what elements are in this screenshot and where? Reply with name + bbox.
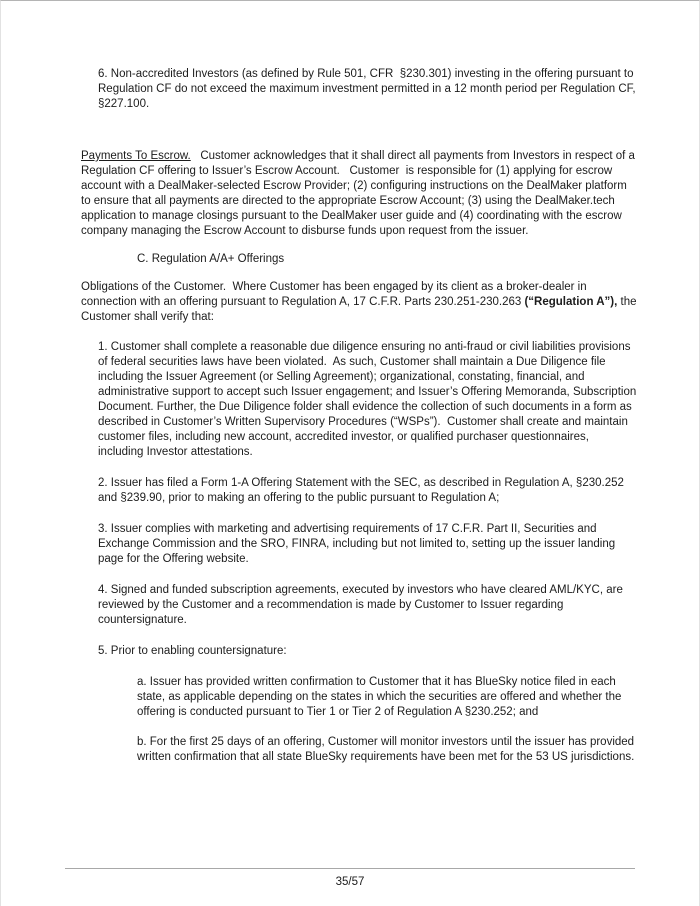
obligations-text-1: Obligations of the Customer. Where Customer has been engaged by its client as a broker-dealer in connection with an offering pursuant to Regulation A, 17 C.F.R. Parts 230.251-230.263 — [81, 281, 590, 308]
list-item-4: 4. Signed and funded subscription agreements, executed by investors who have cleared AML/KYC, are reviewed by the Customer and a recommendation is made by Customer to Issuer regarding countersignature. — [98, 584, 627, 626]
paragraph-obligations — [81, 280, 640, 325]
list-item-1: 1. Customer shall complete a reasonable due diligence ensuring no anti-fraud or civil liabilities provisions of federal securities laws have been violated. As such, Customer shall maintain a Due Diligence file including the Issuer Agreement (or Selling Agreement); organizational, constating, financial, and administrative support to accept such Issuer engagement; and Issuer’s Offering Memoranda, Subscription Document. Further, the Due Diligence folder shall evidence the collection of such documents in a form as described in Customer’s Written Supervisory Procedures (“WSPs”). Customer shall create and maintain customer files, including new account, accredited investor, or qualified purchaser questionnaires, including Investor attestations. — [98, 341, 640, 458]
page-footer — [1, 868, 699, 906]
list-item-3: 3. Issuer complies with marketing and advertising requirements of 17 C.F.R. Part II, Securities and Exchange Commission and the SRO, FINRA, including but not limited to, setting up the issuer landing page for the Offering website. — [98, 523, 619, 565]
section-heading-c: C. Regulation A/A+ Offerings — [137, 253, 285, 265]
page-number: 35/57 — [335, 876, 365, 888]
payments-to-escrow-lead: Payments To Escrow. — [81, 150, 191, 162]
obligations-bold-term: (“Regulation A”), — [524, 296, 618, 308]
sub-item-a: a. Issuer has provided written confirmation to Customer that it has BlueSky notice filed in each state, as applicable depending on the states in which the securities are offered and whether the offering is conducted pursuant to Tier 1 or Tier 2 of Regulation A §230.252; and — [137, 676, 625, 718]
paragraph-item-6: 6. Non-accredited Investors (as defined by Rule 501, CFR §230.301) investing in the offering pursuant to Regulation CF do not exceed the maximum investment permitted in a 12 month period per Regulation CF, §227.100. — [98, 68, 639, 110]
obligations-text-2: the Customer shall verify that: — [81, 296, 640, 323]
list-item-5: 5. Prior to enabling countersignature: — [98, 645, 287, 657]
list-item-2: 2. Issuer has filed a Form 1-A Offering Statement with the SEC, as described in Regulation A, §230.252 and §239.90, prior to making an offering to the public pursuant to Regulation A; — [98, 477, 628, 504]
paragraph-payments-to-escrow — [81, 149, 637, 239]
sub-item-b: b. For the first 25 days of an offering, Customer will monitor investors until the issuer has provided written confirmation that all state BlueSky requirements have been met for the 53 US jurisdictions. — [137, 736, 638, 763]
payments-to-escrow-body: Customer acknowledges that it shall direct all payments from Investors in respect of a Regulation CF offering to Issuer’s Escrow Account. Customer is responsible for (1) applying for escrow account with a DealMaker-selected Escrow Provider; (2) configuring instructions on the DealMaker platform to ensure that all payments are directed to the appropriate Escrow Account; (3) using the DealMaker.tech application to manage closings pursuant to the DealMaker user guide and (4) coordinating with the escrow company managing the Escrow Account to disburse funds upon request from the issuer. — [81, 150, 639, 237]
page-content — [1, 1, 699, 765]
